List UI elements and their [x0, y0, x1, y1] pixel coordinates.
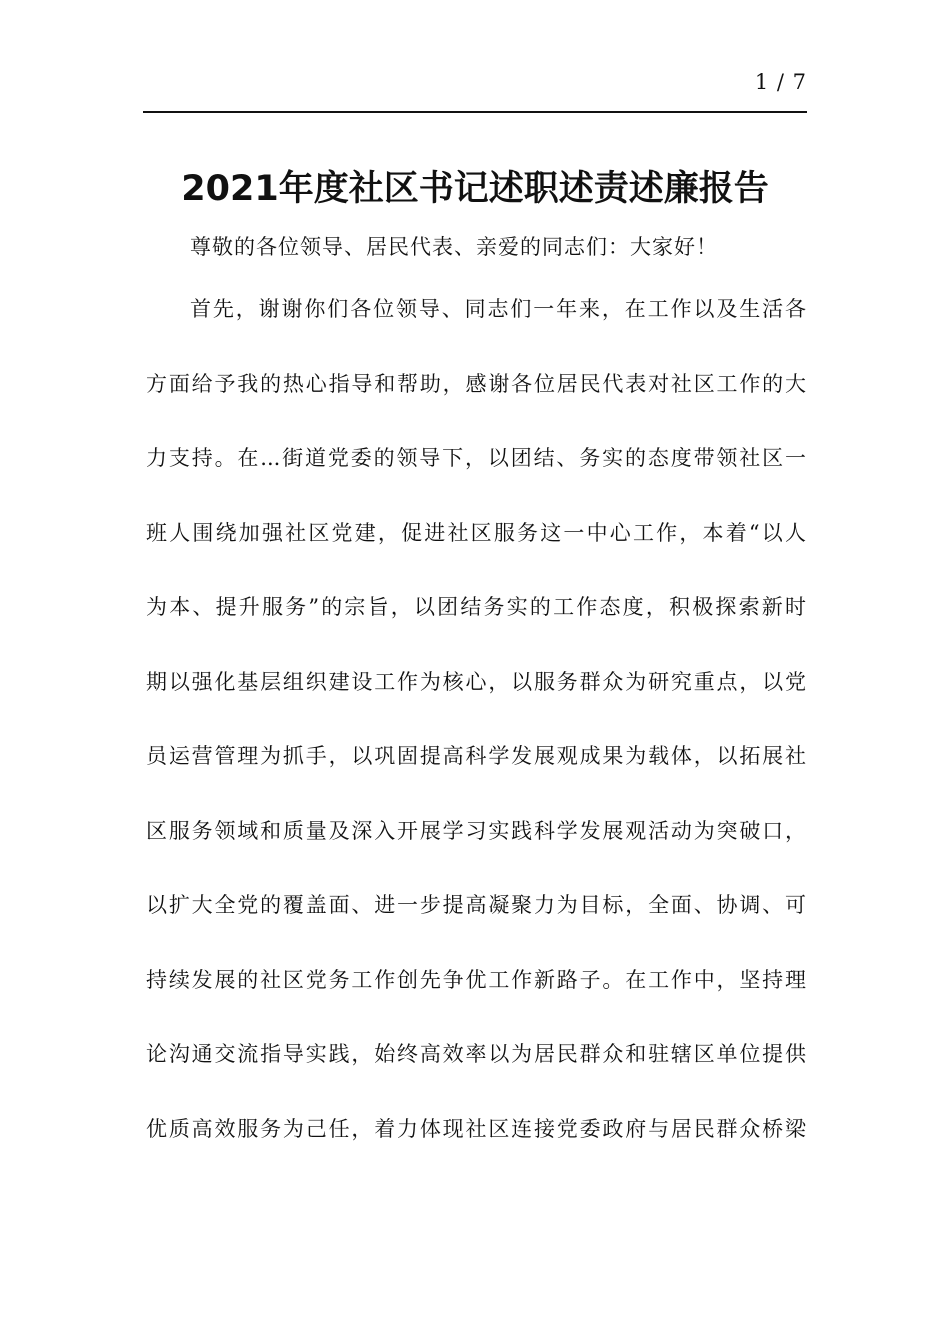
document-title: 2021年度社区书记述职述责述廉报告 [181, 169, 769, 209]
body-line: 论沟通交流指导实践，始终高效率以为居民群众和驻辖区单位提供 [146, 1042, 806, 1066]
body-line: 区服务领域和质量及深入开展学习实践科学发展观活动为突破口， [146, 818, 806, 843]
body-line: 力支持。在...街道党委的领导下，以团结、务实的态度带领社区一 [146, 446, 806, 470]
header-divider [143, 111, 807, 113]
body-line: 班人围绕加强社区党建，促进社区服务这一中心工作，本着“以人 [146, 520, 806, 545]
page-number: 1 / 7 [754, 70, 807, 94]
body-line: 持续发展的社区党务工作创先争优工作新路子。在工作中，坚持理 [146, 967, 806, 992]
body-line: 首先，谢谢你们各位领导、同志们一年来，在工作以及生活各 [190, 297, 806, 321]
body-line: 方面给予我的热心指导和帮助，感谢各位居民代表对社区工作的大 [146, 371, 806, 396]
body-line: 以扩大全党的覆盖面、进一步提高凝聚力为目标，全面、协调、可 [146, 893, 806, 917]
body-line: 为本、提升服务”的宗旨，以团结务实的工作态度，积极探索新时 [146, 595, 806, 619]
body-text [146, 290, 806, 1184]
body-line: 优质高效服务为己任，着力体现社区连接党委政府与居民群众桥梁 [146, 1116, 806, 1141]
salutation: 尊敬的各位领导、居民代表、亲爱的同志们：大家好！ [190, 235, 718, 259]
body-line: 期以强化基层组织建设工作为核心，以服务群众为研究重点，以党 [146, 669, 806, 694]
body-line: 员运营管理为抓手，以巩固提高科学发展观成果为载体，以拓展社 [146, 744, 806, 768]
